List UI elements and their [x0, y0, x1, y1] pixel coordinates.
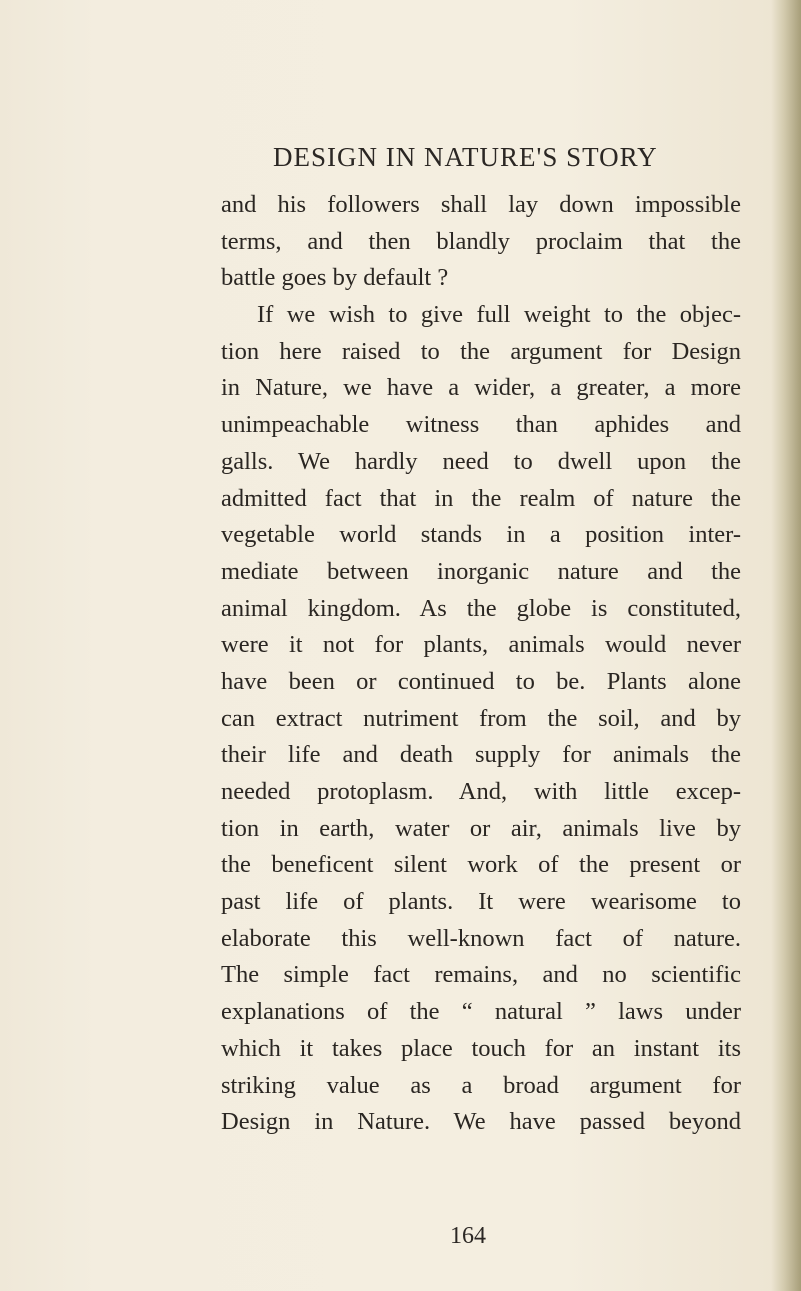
- text-line: vegetable world stands in a position inter-: [221, 521, 741, 549]
- text-line: past life of plants. It were wearisome to: [221, 888, 741, 916]
- page-edge-shadow: [771, 0, 801, 1291]
- text-line: can extract nutriment from the soil, and by: [221, 704, 741, 732]
- text-line: Design in Nature. We have passed beyond: [221, 1108, 741, 1136]
- text-line: terms, and then blandly proclaim that the: [221, 227, 741, 255]
- text-line: the beneficent silent work of the present or: [221, 851, 741, 879]
- text-line: were it not for plants, animals would never: [221, 631, 741, 659]
- running-head: DESIGN IN NATURE'S STORY: [273, 142, 658, 172]
- text-line: and his followers shall lay down impossible: [221, 191, 741, 218]
- text-line: admitted fact that in the realm of nature the: [221, 484, 741, 512]
- text-line: needed protoplasm. And, with little excep-: [221, 778, 741, 805]
- text-line: in Nature, we have a wider, a greater, a more: [221, 374, 741, 402]
- text-line: elaborate this well-known fact of nature.: [221, 924, 741, 952]
- text-line: which it takes place touch for an instant its: [221, 1034, 741, 1062]
- text-line: animal kingdom. As the globe is constituted,: [221, 594, 741, 622]
- text-line: unimpeachable witness than aphides and: [221, 411, 741, 439]
- body-text: [221, 187, 741, 1141]
- page-number: 164: [450, 1223, 486, 1249]
- text-line: tion here raised to the argument for Design: [221, 337, 741, 365]
- text-line: mediate between inorganic nature and the: [221, 557, 741, 585]
- text-line: have been or continued to be. Plants alone: [221, 667, 741, 695]
- text-line: striking value as a broad argument for: [221, 1071, 741, 1099]
- text-line: explanations of the “ natural ” laws under: [221, 998, 741, 1026]
- text-line: their life and death supply for animals the: [221, 741, 741, 769]
- text-line: galls. We hardly need to dwell upon the: [221, 447, 741, 475]
- text-line: If we wish to give full weight to the objec-: [257, 301, 741, 329]
- text-line: battle goes by default ?: [221, 264, 449, 292]
- text-line: tion in earth, water or air, animals live by: [221, 814, 741, 842]
- text-line: The simple fact remains, and no scientific: [221, 961, 741, 989]
